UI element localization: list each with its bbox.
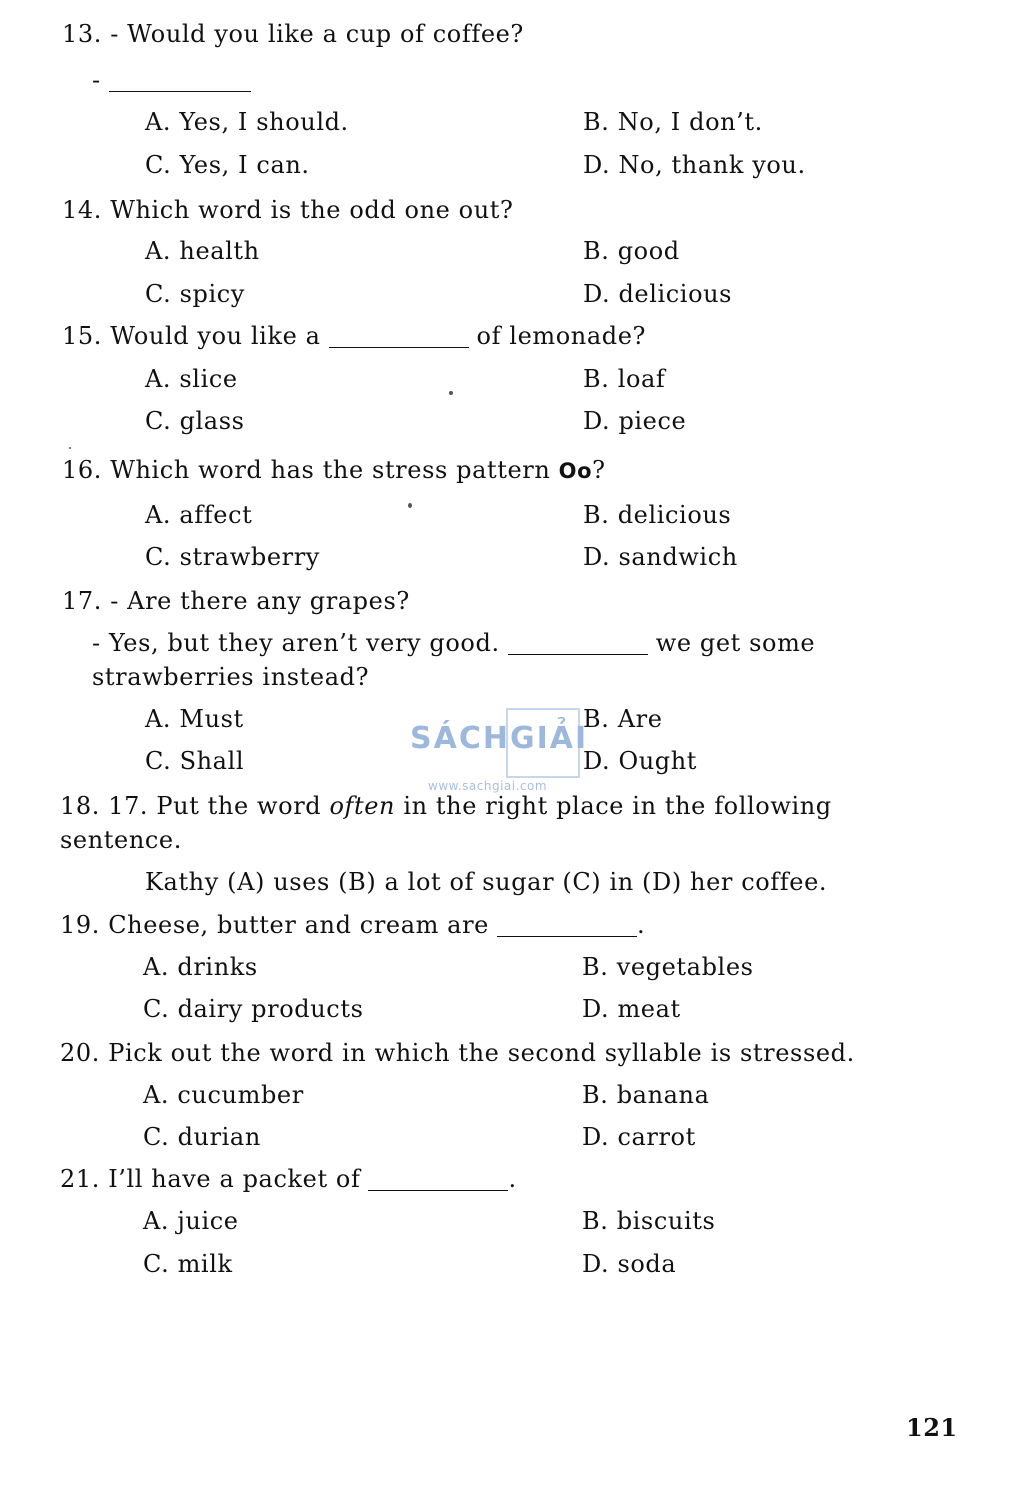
option-20-c: C. durian [143, 1123, 261, 1151]
question-17-reply-cont: strawberries instead? [92, 663, 370, 691]
dash: - [92, 66, 101, 94]
option-14-b: B. good [583, 237, 680, 265]
option-21-a: A. juice [143, 1207, 239, 1235]
question-20-text: 20. Pick out the word in which the second syllable is stressed. [60, 1039, 855, 1067]
emphasized-word: often [329, 792, 396, 820]
option-17-a: A. Must [145, 705, 244, 733]
answer-blank [497, 936, 637, 937]
option-14-c: C. spicy [145, 280, 245, 308]
scan-speck [69, 447, 71, 449]
option-14-a: A. health [145, 237, 260, 265]
option-13-a: A. Yes, I should. [145, 108, 349, 136]
watermark-url: www.sachgiai.com [428, 779, 548, 793]
option-13-c: C. Yes, I can. [145, 151, 310, 179]
question-13-answer-line [92, 68, 259, 92]
option-20-d: D. carrot [582, 1123, 696, 1151]
question-18-text-cont: sentence. [60, 826, 182, 854]
question-17-text: 17. - Are there any grapes? [62, 587, 410, 615]
question-16-text: 16. Which word has the stress pattern Oo? [62, 456, 606, 484]
option-15-a: A. slice [145, 365, 238, 393]
question-17-reply: - Yes, but they aren’t very good. we get some [92, 629, 816, 657]
option-21-b: B. biscuits [582, 1207, 716, 1235]
question-13-text: 13. - Would you like a cup of coffee? [62, 20, 524, 48]
option-19-c: C. dairy products [143, 995, 364, 1023]
answer-blank [329, 347, 469, 348]
question-15-text: 15. Would you like a of lemonade? [62, 322, 646, 350]
scan-speck [408, 503, 412, 508]
option-15-b: B. loaf [583, 365, 666, 393]
scan-speck [449, 391, 453, 395]
option-20-a: A. cucumber [143, 1081, 304, 1109]
page-number: 121 [906, 1413, 958, 1442]
option-13-d: D. No, thank you. [583, 151, 806, 179]
option-16-a: A. affect [145, 501, 253, 529]
option-13-b: B. No, I don’t. [583, 108, 763, 136]
question-14-text: 14. Which word is the odd one out? [62, 196, 514, 224]
stress-pattern: Oo [558, 459, 593, 483]
option-15-d: D. piece [583, 407, 687, 435]
option-15-c: C. glass [145, 407, 245, 435]
option-21-c: C. milk [143, 1250, 233, 1278]
option-16-b: B. delicious [583, 501, 732, 529]
option-20-b: B. banana [582, 1081, 710, 1109]
option-17-c: C. Shall [145, 747, 245, 775]
option-16-c: C. strawberry [145, 543, 320, 571]
option-16-d: D. sandwich [583, 543, 738, 571]
watermark-logo [410, 708, 650, 798]
option-19-d: D. meat [582, 995, 681, 1023]
watermark-brand: SÁCHGIẢI [410, 721, 589, 756]
question-18-text: 18. 17. Put the word often in the right place in the following [60, 792, 832, 820]
option-19-a: A. drinks [143, 953, 258, 981]
question-19-text: 19. Cheese, butter and cream are . [60, 911, 646, 939]
answer-blank [109, 91, 251, 92]
option-17-b: B. Are [583, 705, 663, 733]
answer-blank [368, 1190, 508, 1191]
option-14-d: D. delicious [583, 280, 733, 308]
option-21-d: D. soda [582, 1250, 677, 1278]
answer-blank [508, 654, 648, 655]
option-19-b: B. vegetables [582, 953, 754, 981]
option-17-d: D. Ought [583, 747, 698, 775]
question-18-sentence: Kathy (A) uses (B) a lot of sugar (C) in (D) her coffee. [145, 868, 828, 896]
question-21-text: 21. I’ll have a packet of . [60, 1165, 517, 1193]
